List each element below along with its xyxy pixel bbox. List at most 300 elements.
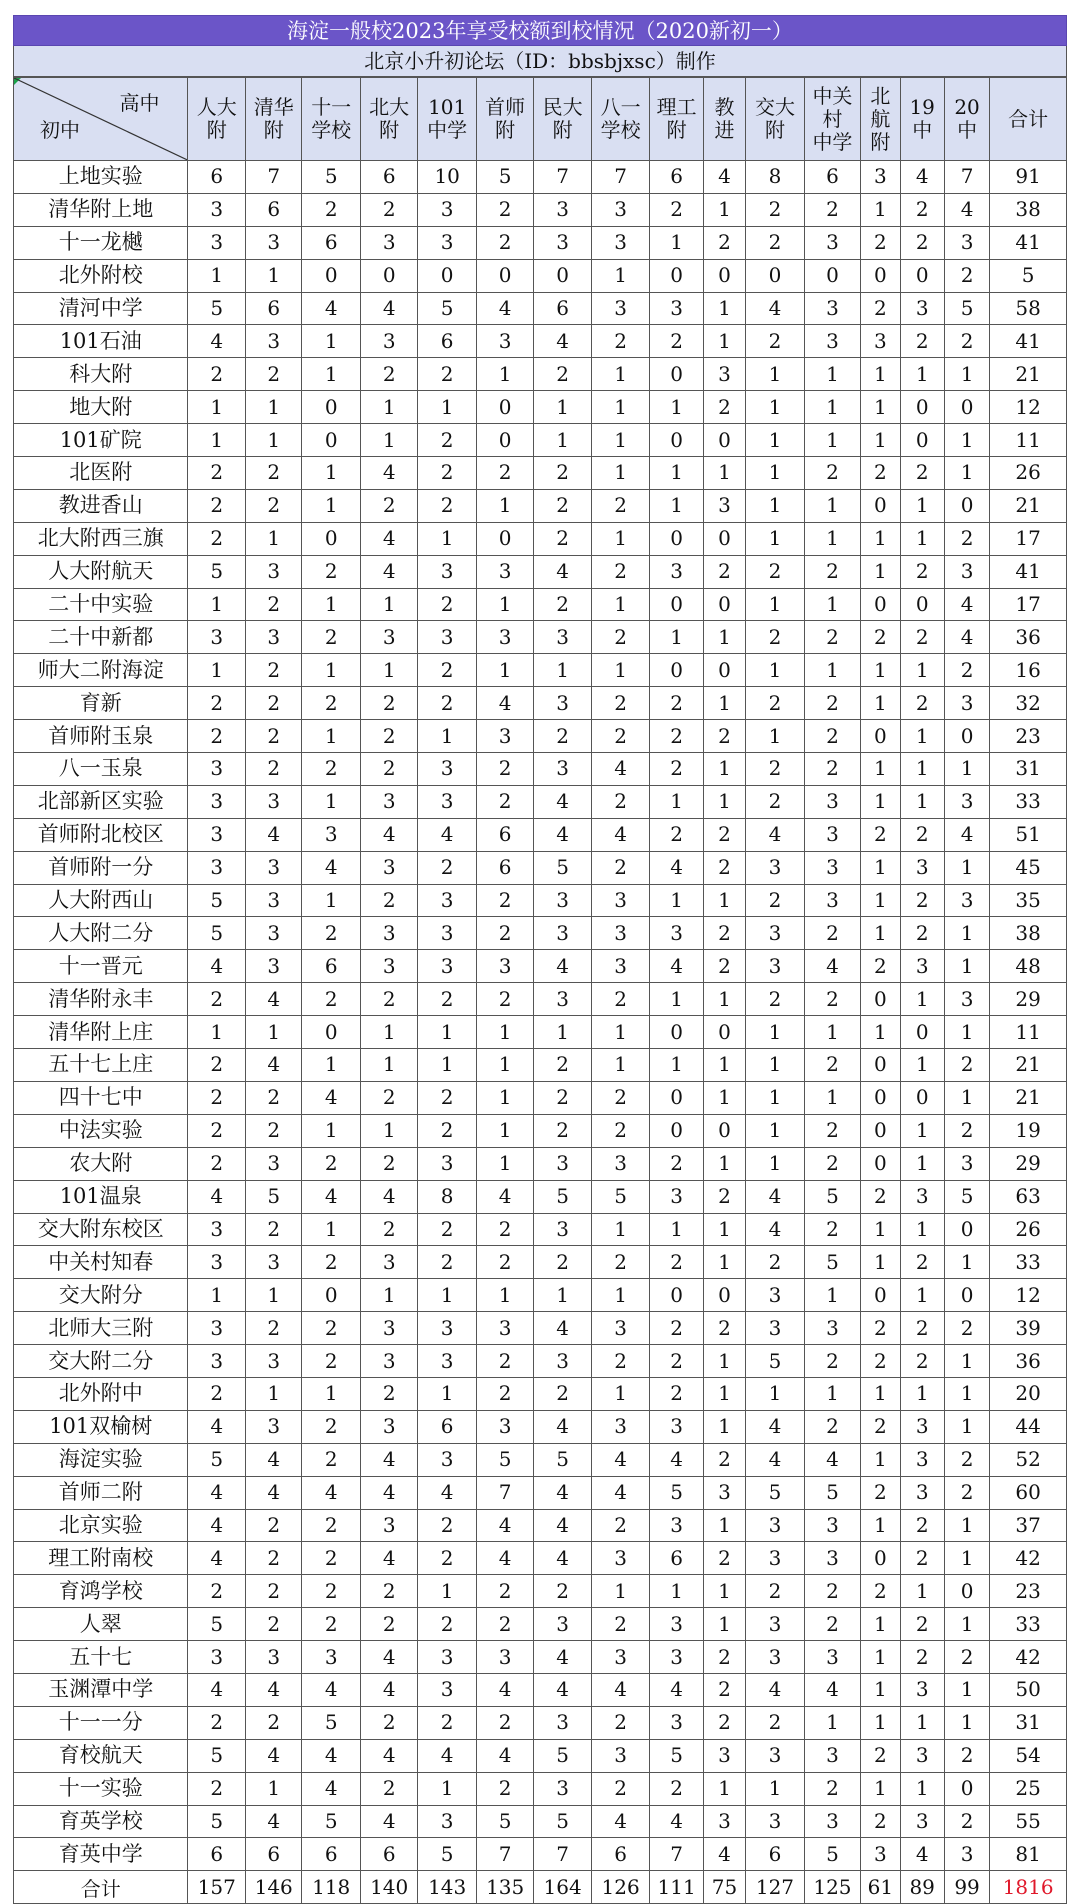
- quota-cell: 2: [861, 1312, 900, 1345]
- column-total-cell: 75: [703, 1871, 745, 1904]
- school-name-cell: 清华附上庄: [14, 1016, 188, 1049]
- quota-cell: 2: [188, 983, 245, 1016]
- quota-cell: 1: [900, 720, 944, 753]
- quota-cell: 2: [591, 1081, 650, 1114]
- quota-cell: 3: [360, 1509, 417, 1542]
- quota-cell: 1: [650, 1049, 703, 1082]
- quota-cell: 1: [534, 654, 591, 687]
- quota-cell: 2: [944, 1739, 989, 1772]
- quota-cell: 4: [188, 1410, 245, 1443]
- table-row: [14, 1542, 1067, 1575]
- quota-cell: 5: [188, 1608, 245, 1641]
- quota-cell: 2: [861, 621, 900, 654]
- quota-cell: 1: [944, 1673, 989, 1706]
- quota-cell: 1: [804, 1016, 860, 1049]
- school-name-cell: 首师二附: [14, 1476, 188, 1509]
- quota-cell: 1: [861, 785, 900, 818]
- school-name-cell: 交大附分: [14, 1279, 188, 1312]
- quota-cell: 1: [591, 1049, 650, 1082]
- table-row: [14, 1673, 1067, 1706]
- quota-cell: 1: [861, 358, 900, 391]
- quota-cell: 2: [804, 621, 860, 654]
- quota-cell: 1: [861, 1509, 900, 1542]
- quota-cell: 2: [650, 1147, 703, 1180]
- quota-cell: 1: [650, 1575, 703, 1608]
- table-body: [14, 161, 1067, 1871]
- quota-cell: 0: [900, 259, 944, 292]
- quota-cell: 3: [804, 1805, 860, 1838]
- school-name-cell: 海淀实验: [14, 1443, 188, 1476]
- quota-cell: 1: [591, 1575, 650, 1608]
- quota-cell: 0: [804, 259, 860, 292]
- quota-cell: 1: [302, 1114, 361, 1147]
- quota-cell: 2: [703, 1542, 745, 1575]
- row-total-cell: 63: [990, 1180, 1067, 1213]
- quota-cell: 1: [944, 851, 989, 884]
- quota-cell: 1: [861, 884, 900, 917]
- quota-cell: 2: [245, 1081, 301, 1114]
- quota-cell: 2: [944, 1443, 989, 1476]
- quota-cell: 2: [476, 983, 533, 1016]
- row-total-cell: 16: [990, 654, 1067, 687]
- quota-cell: 4: [302, 292, 361, 325]
- quota-cell: 3: [476, 325, 533, 358]
- quota-cell: 3: [900, 1443, 944, 1476]
- quota-cell: 0: [944, 720, 989, 753]
- quota-cell: 3: [746, 1608, 805, 1641]
- quota-cell: 2: [861, 1575, 900, 1608]
- quota-cell: 1: [746, 1049, 805, 1082]
- quota-cell: 1: [944, 1608, 989, 1641]
- quota-cell: 1: [591, 391, 650, 424]
- quota-cell: 5: [188, 1805, 245, 1838]
- quota-cell: 3: [534, 1147, 591, 1180]
- row-total-cell: 41: [990, 226, 1067, 259]
- quota-cell: 0: [861, 983, 900, 1016]
- quota-cell: 6: [476, 818, 533, 851]
- table-row: [14, 917, 1067, 950]
- quota-cell: 3: [534, 226, 591, 259]
- table-row: [14, 1410, 1067, 1443]
- quota-cell: 4: [703, 161, 745, 194]
- column-total-cell: 164: [534, 1871, 591, 1904]
- quota-cell: 3: [476, 950, 533, 983]
- quota-cell: 4: [534, 818, 591, 851]
- quota-cell: 4: [476, 1509, 533, 1542]
- quota-cell: 0: [534, 259, 591, 292]
- quota-cell: 1: [476, 1114, 533, 1147]
- quota-cell: 2: [703, 818, 745, 851]
- quota-cell: 2: [591, 687, 650, 720]
- quota-cell: 2: [591, 983, 650, 1016]
- quota-cell: 4: [360, 1542, 417, 1575]
- quota-cell: 3: [703, 1805, 745, 1838]
- quota-cell: 4: [245, 1673, 301, 1706]
- quota-cell: 3: [650, 1608, 703, 1641]
- quota-cell: 3: [418, 1673, 477, 1706]
- table-row: [14, 1772, 1067, 1805]
- quota-cell: 2: [944, 522, 989, 555]
- quota-cell: 3: [591, 1641, 650, 1674]
- quota-cell: 4: [534, 325, 591, 358]
- quota-cell: 4: [476, 1673, 533, 1706]
- quota-cell: 2: [534, 1575, 591, 1608]
- quota-cell: 3: [245, 785, 301, 818]
- quota-cell: 0: [476, 424, 533, 457]
- quota-cell: 2: [360, 884, 417, 917]
- quota-cell: 2: [900, 818, 944, 851]
- quota-cell: 3: [360, 1345, 417, 1378]
- quota-cell: 3: [746, 1312, 805, 1345]
- row-total-cell: 41: [990, 555, 1067, 588]
- row-total-cell: 29: [990, 983, 1067, 1016]
- quota-cell: 1: [900, 1377, 944, 1410]
- quota-cell: 1: [804, 654, 860, 687]
- quota-cell: 3: [944, 687, 989, 720]
- quota-cell: 2: [861, 1476, 900, 1509]
- table-footer: [14, 1871, 1067, 1904]
- quota-cell: 2: [861, 1739, 900, 1772]
- quota-cell: 1: [746, 1081, 805, 1114]
- quota-cell: 1: [804, 1279, 860, 1312]
- quota-cell: 2: [245, 1114, 301, 1147]
- quota-cell: 1: [703, 292, 745, 325]
- quota-cell: 4: [188, 1673, 245, 1706]
- quota-cell: 1: [944, 950, 989, 983]
- quota-cell: 2: [188, 1147, 245, 1180]
- table-row: [14, 555, 1067, 588]
- column-header: 八一 学校: [591, 78, 650, 161]
- quota-cell: 2: [900, 1246, 944, 1279]
- table-row: [14, 1114, 1067, 1147]
- quota-cell: 0: [650, 522, 703, 555]
- quota-cell: 0: [944, 1772, 989, 1805]
- quota-cell: 0: [476, 259, 533, 292]
- quota-cell: 2: [360, 1081, 417, 1114]
- quota-cell: 2: [534, 358, 591, 391]
- school-name-cell: 首师附一分: [14, 851, 188, 884]
- table-row: [14, 457, 1067, 490]
- quota-cell: 3: [476, 720, 533, 753]
- quota-cell: 1: [944, 424, 989, 457]
- quota-cell: 1: [360, 588, 417, 621]
- quota-cell: 4: [650, 851, 703, 884]
- quota-cell: 1: [650, 884, 703, 917]
- quota-cell: 1: [703, 1213, 745, 1246]
- quota-cell: 2: [245, 720, 301, 753]
- quota-cell: 1: [944, 1509, 989, 1542]
- quota-cell: 2: [245, 1213, 301, 1246]
- quota-cell: 2: [746, 193, 805, 226]
- quota-cell: 2: [746, 555, 805, 588]
- quota-cell: 2: [591, 1608, 650, 1641]
- table-row: [14, 1739, 1067, 1772]
- quota-cell: 3: [418, 917, 477, 950]
- quota-cell: 3: [245, 1641, 301, 1674]
- quota-cell: 1: [703, 884, 745, 917]
- quota-cell: 4: [302, 1772, 361, 1805]
- quota-cell: 2: [746, 226, 805, 259]
- quota-cell: 1: [302, 654, 361, 687]
- quota-cell: 3: [188, 226, 245, 259]
- quota-cell: 0: [944, 391, 989, 424]
- quota-cell: 3: [245, 884, 301, 917]
- quota-cell: 4: [534, 1476, 591, 1509]
- quota-cell: 2: [418, 654, 477, 687]
- quota-cell: 3: [591, 1739, 650, 1772]
- quota-cell: 2: [534, 1114, 591, 1147]
- quota-cell: 3: [650, 1509, 703, 1542]
- quota-cell: 1: [804, 1377, 860, 1410]
- quota-cell: 1: [861, 555, 900, 588]
- school-name-cell: 育新: [14, 687, 188, 720]
- quota-cell: 3: [245, 1147, 301, 1180]
- quota-cell: 1: [188, 654, 245, 687]
- quota-cell: 5: [188, 917, 245, 950]
- quota-cell: 2: [245, 1706, 301, 1739]
- quota-cell: 2: [746, 785, 805, 818]
- quota-cell: 3: [188, 785, 245, 818]
- row-total-cell: 29: [990, 1147, 1067, 1180]
- quota-cell: 2: [476, 884, 533, 917]
- quota-cell: 5: [591, 1180, 650, 1213]
- table-row: [14, 1246, 1067, 1279]
- quota-cell: 4: [302, 851, 361, 884]
- quota-cell: 2: [703, 1312, 745, 1345]
- quota-cell: 5: [746, 1345, 805, 1378]
- quota-cell: 1: [188, 259, 245, 292]
- quota-cell: 3: [360, 917, 417, 950]
- quota-cell: 1: [245, 1772, 301, 1805]
- corner-label-high-school: 高中: [119, 91, 160, 115]
- totals-label: 合计: [14, 1871, 188, 1904]
- enrollment-quota-sheet: [13, 15, 1067, 1904]
- quota-cell: 1: [804, 489, 860, 522]
- school-name-cell: 北外附校: [14, 259, 188, 292]
- quota-cell: 2: [245, 1542, 301, 1575]
- quota-cell: 2: [900, 884, 944, 917]
- quota-cell: 1: [944, 753, 989, 786]
- school-name-cell: 首师附玉泉: [14, 720, 188, 753]
- quota-cell: 4: [591, 818, 650, 851]
- quota-cell: 1: [591, 1016, 650, 1049]
- table-row: [14, 1213, 1067, 1246]
- quota-cell: 3: [360, 1312, 417, 1345]
- quota-cell: 2: [591, 1509, 650, 1542]
- quota-cell: 2: [188, 358, 245, 391]
- quota-cell: 3: [418, 950, 477, 983]
- quota-cell: 2: [650, 325, 703, 358]
- quota-cell: 1: [804, 358, 860, 391]
- column-header: 北 航 附: [861, 78, 900, 161]
- quota-cell: 0: [650, 358, 703, 391]
- quota-cell: 2: [746, 884, 805, 917]
- row-total-cell: 35: [990, 884, 1067, 917]
- quota-cell: 2: [900, 555, 944, 588]
- quota-cell: 2: [591, 1772, 650, 1805]
- table-row: [14, 1377, 1067, 1410]
- quota-cell: 2: [302, 193, 361, 226]
- quota-cell: 4: [360, 522, 417, 555]
- school-name-cell: 人翠: [14, 1608, 188, 1641]
- quota-cell: 1: [703, 1575, 745, 1608]
- quota-cell: 3: [746, 1279, 805, 1312]
- quota-cell: 3: [650, 1641, 703, 1674]
- quota-cell: 2: [900, 1312, 944, 1345]
- quota-cell: 1: [900, 753, 944, 786]
- quota-cell: 0: [650, 1279, 703, 1312]
- quota-cell: 1: [302, 358, 361, 391]
- quota-cell: 6: [804, 161, 860, 194]
- quota-cell: 3: [360, 950, 417, 983]
- table-row: [14, 1345, 1067, 1378]
- school-name-cell: 二十中新都: [14, 621, 188, 654]
- quota-cell: 2: [188, 1575, 245, 1608]
- quota-cell: 1: [900, 785, 944, 818]
- quota-cell: 2: [245, 588, 301, 621]
- quota-cell: 3: [188, 753, 245, 786]
- quota-cell: 6: [360, 1838, 417, 1871]
- quota-cell: 3: [418, 1805, 477, 1838]
- quota-cell: 5: [944, 1180, 989, 1213]
- quota-cell: 3: [534, 1213, 591, 1246]
- quota-cell: 2: [861, 818, 900, 851]
- quota-cell: 1: [861, 1377, 900, 1410]
- quota-cell: 2: [804, 687, 860, 720]
- quota-cell: 2: [804, 1345, 860, 1378]
- quota-cell: 1: [804, 424, 860, 457]
- quota-cell: 0: [703, 522, 745, 555]
- quota-cell: 4: [804, 1443, 860, 1476]
- quota-cell: 1: [944, 358, 989, 391]
- row-total-cell: 37: [990, 1509, 1067, 1542]
- quota-cell: 5: [804, 1476, 860, 1509]
- quota-cell: 4: [188, 1509, 245, 1542]
- column-header: 理工 附: [650, 78, 703, 161]
- quota-cell: 0: [650, 424, 703, 457]
- quota-cell: 4: [746, 1443, 805, 1476]
- quota-cell: 2: [861, 1345, 900, 1378]
- quota-cell: 2: [650, 753, 703, 786]
- quota-table: [13, 77, 1067, 1904]
- quota-cell: 4: [245, 1049, 301, 1082]
- quota-cell: 2: [476, 1575, 533, 1608]
- quota-cell: 2: [418, 489, 477, 522]
- quota-cell: 3: [591, 1312, 650, 1345]
- quota-cell: 2: [861, 950, 900, 983]
- quota-cell: 2: [650, 193, 703, 226]
- quota-cell: 1: [188, 1279, 245, 1312]
- quota-cell: 1: [188, 1016, 245, 1049]
- quota-cell: 4: [944, 621, 989, 654]
- quota-cell: 6: [534, 292, 591, 325]
- quota-cell: 1: [746, 522, 805, 555]
- quota-cell: 2: [302, 1410, 361, 1443]
- quota-cell: 6: [360, 161, 417, 194]
- quota-cell: 4: [650, 1805, 703, 1838]
- row-total-cell: 45: [990, 851, 1067, 884]
- quota-cell: 3: [900, 1673, 944, 1706]
- quota-cell: 3: [534, 983, 591, 1016]
- quota-cell: 2: [703, 555, 745, 588]
- quota-cell: 0: [703, 1114, 745, 1147]
- quota-cell: 2: [861, 1180, 900, 1213]
- quota-cell: 3: [418, 555, 477, 588]
- quota-cell: 1: [650, 226, 703, 259]
- quota-cell: 3: [245, 555, 301, 588]
- quota-cell: 3: [703, 1476, 745, 1509]
- quota-cell: 3: [746, 1509, 805, 1542]
- corner-header-cell: [14, 78, 188, 161]
- quota-cell: 3: [245, 1246, 301, 1279]
- quota-cell: 4: [245, 1739, 301, 1772]
- quota-cell: 1: [861, 1772, 900, 1805]
- quota-cell: 1: [703, 753, 745, 786]
- column-total-cell: 125: [804, 1871, 860, 1904]
- quota-cell: 2: [804, 1772, 860, 1805]
- quota-cell: 2: [900, 193, 944, 226]
- column-total-cell: 143: [418, 1871, 477, 1904]
- quota-cell: 1: [245, 391, 301, 424]
- quota-cell: 0: [703, 588, 745, 621]
- row-total-cell: 21: [990, 489, 1067, 522]
- quota-cell: 2: [302, 917, 361, 950]
- school-name-cell: 人大附西山: [14, 884, 188, 917]
- school-name-cell: 地大附: [14, 391, 188, 424]
- row-total-cell: 55: [990, 1805, 1067, 1838]
- quota-cell: 1: [746, 1147, 805, 1180]
- quota-cell: 2: [188, 522, 245, 555]
- column-header: 人大 附: [188, 78, 245, 161]
- quota-cell: 3: [360, 785, 417, 818]
- row-total-cell: 11: [990, 1016, 1067, 1049]
- quota-cell: 0: [861, 489, 900, 522]
- school-name-cell: 十一晋元: [14, 950, 188, 983]
- quota-cell: 2: [418, 1213, 477, 1246]
- quota-cell: 2: [703, 1180, 745, 1213]
- quota-cell: 3: [245, 917, 301, 950]
- row-total-cell: 50: [990, 1673, 1067, 1706]
- quota-cell: 4: [534, 1410, 591, 1443]
- quota-cell: 1: [245, 522, 301, 555]
- table-row: [14, 1081, 1067, 1114]
- row-total-cell: 51: [990, 818, 1067, 851]
- quota-cell: 1: [861, 753, 900, 786]
- quota-cell: 0: [861, 259, 900, 292]
- row-total-cell: 52: [990, 1443, 1067, 1476]
- quota-cell: 5: [746, 1476, 805, 1509]
- school-name-cell: 育英学校: [14, 1805, 188, 1838]
- quota-cell: 2: [746, 983, 805, 1016]
- quota-cell: 1: [703, 1377, 745, 1410]
- quota-cell: 0: [476, 391, 533, 424]
- quota-cell: 2: [476, 1608, 533, 1641]
- quota-cell: 2: [418, 1608, 477, 1641]
- quota-cell: 3: [804, 851, 860, 884]
- quota-cell: 3: [360, 851, 417, 884]
- school-name-cell: 中关村知春: [14, 1246, 188, 1279]
- quota-cell: 2: [650, 687, 703, 720]
- quota-cell: 3: [534, 1345, 591, 1378]
- quota-cell: 1: [591, 1213, 650, 1246]
- quota-cell: 2: [476, 1345, 533, 1378]
- column-total-cell: 111: [650, 1871, 703, 1904]
- quota-cell: 2: [746, 753, 805, 786]
- column-total-cell: 135: [476, 1871, 533, 1904]
- quota-cell: 4: [360, 1805, 417, 1838]
- quota-cell: 2: [900, 325, 944, 358]
- quota-cell: 2: [360, 489, 417, 522]
